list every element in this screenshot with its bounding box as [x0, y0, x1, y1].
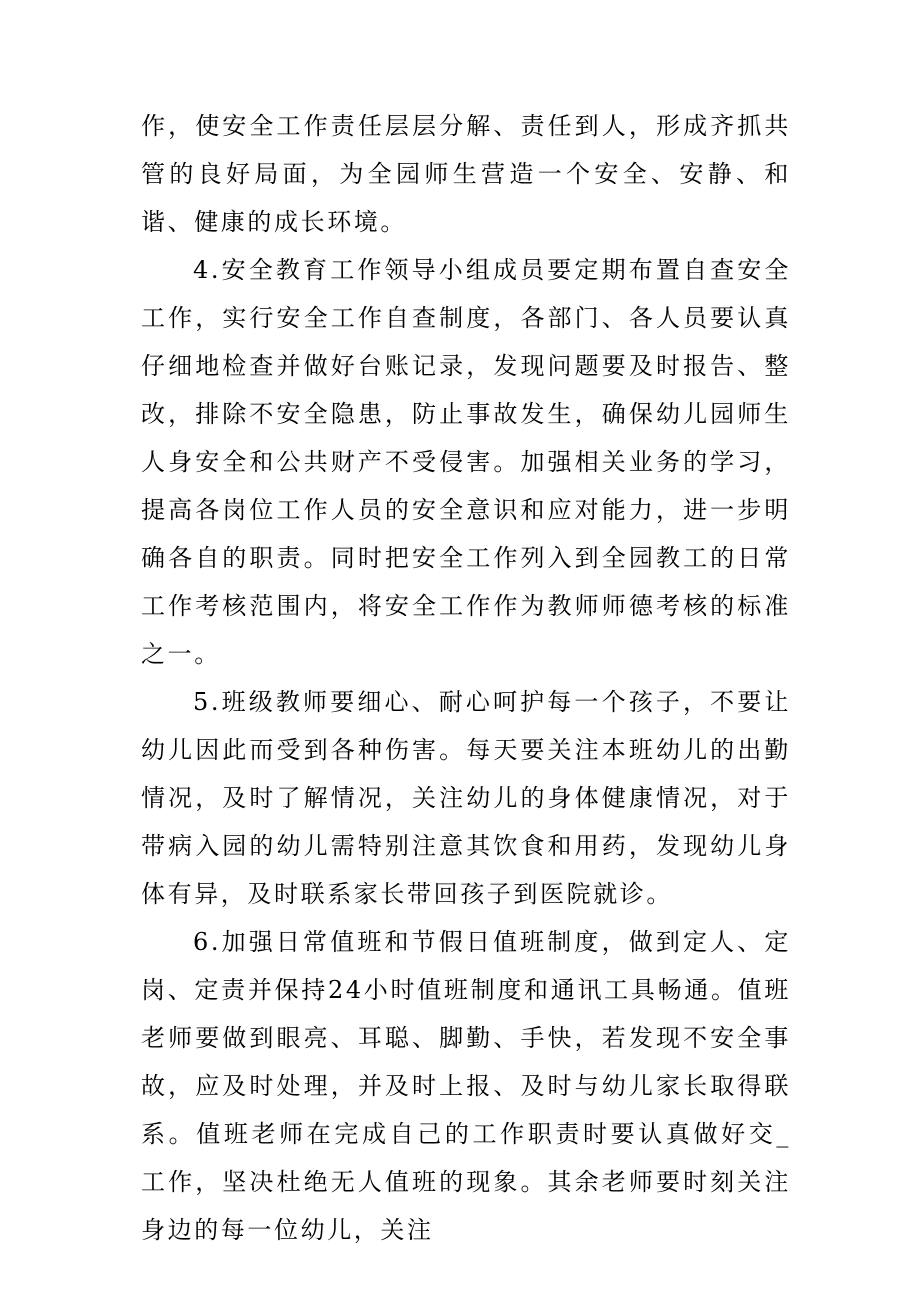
paragraph-item-6: 6.加强日常值班和节假日值班制度，做到定人、定岗、定责并保持24小时值班制度和通讯工具畅通。值班老师要做到眼亮、耳聪、脚勤、手快，若发现不安全事故，应及时处理，并及时上报、及时与幼儿家长取得联系。值班老师在完成自己的工作职责时要认真做好交_工作，坚决杜绝无人值班的现象。其余老师要时刻关注身边的每一位幼儿，关注 — [141, 928, 791, 1244]
paragraph-item-4: 4.安全教育工作领导小组成员要定期布置自查安全工作，实行安全工作自查制度，各部门、各人员要认真仔细地检查并做好台账记录，发现问题要及时报告、整改，排除不安全隐患，防止事故发生，确保幼儿园师生人身安全和公共财产不受侵害。加强相关业务的学习，提高各岗位工作人员的安全意识和应对能力，进一步明确各自的职责。同时把安全工作列入到全园教工的日常工作考核范围内，将安全工作作为教师师德考核的标准之一。 — [141, 256, 791, 668]
paragraph-item-5: 5.班级教师要细心、耐心呵护每一个孩子，不要让幼儿因此而受到各种伤害。每天要关注本班幼儿的出勤情况，及时了解情况，关注幼儿的身体健康情况，对于带病入园的幼儿需特别注意其饮食和用药，发现幼儿身体有异，及时联系家长带回孩子到医院就诊。 — [141, 688, 791, 908]
paragraph-continuation: 作，使安全工作责任层层分解、责任到人，形成齐抓共管的良好局面，为全园师生营造一个安全、安静、和谐、健康的成长环境。 — [141, 112, 791, 236]
document-page — [141, 102, 791, 1254]
